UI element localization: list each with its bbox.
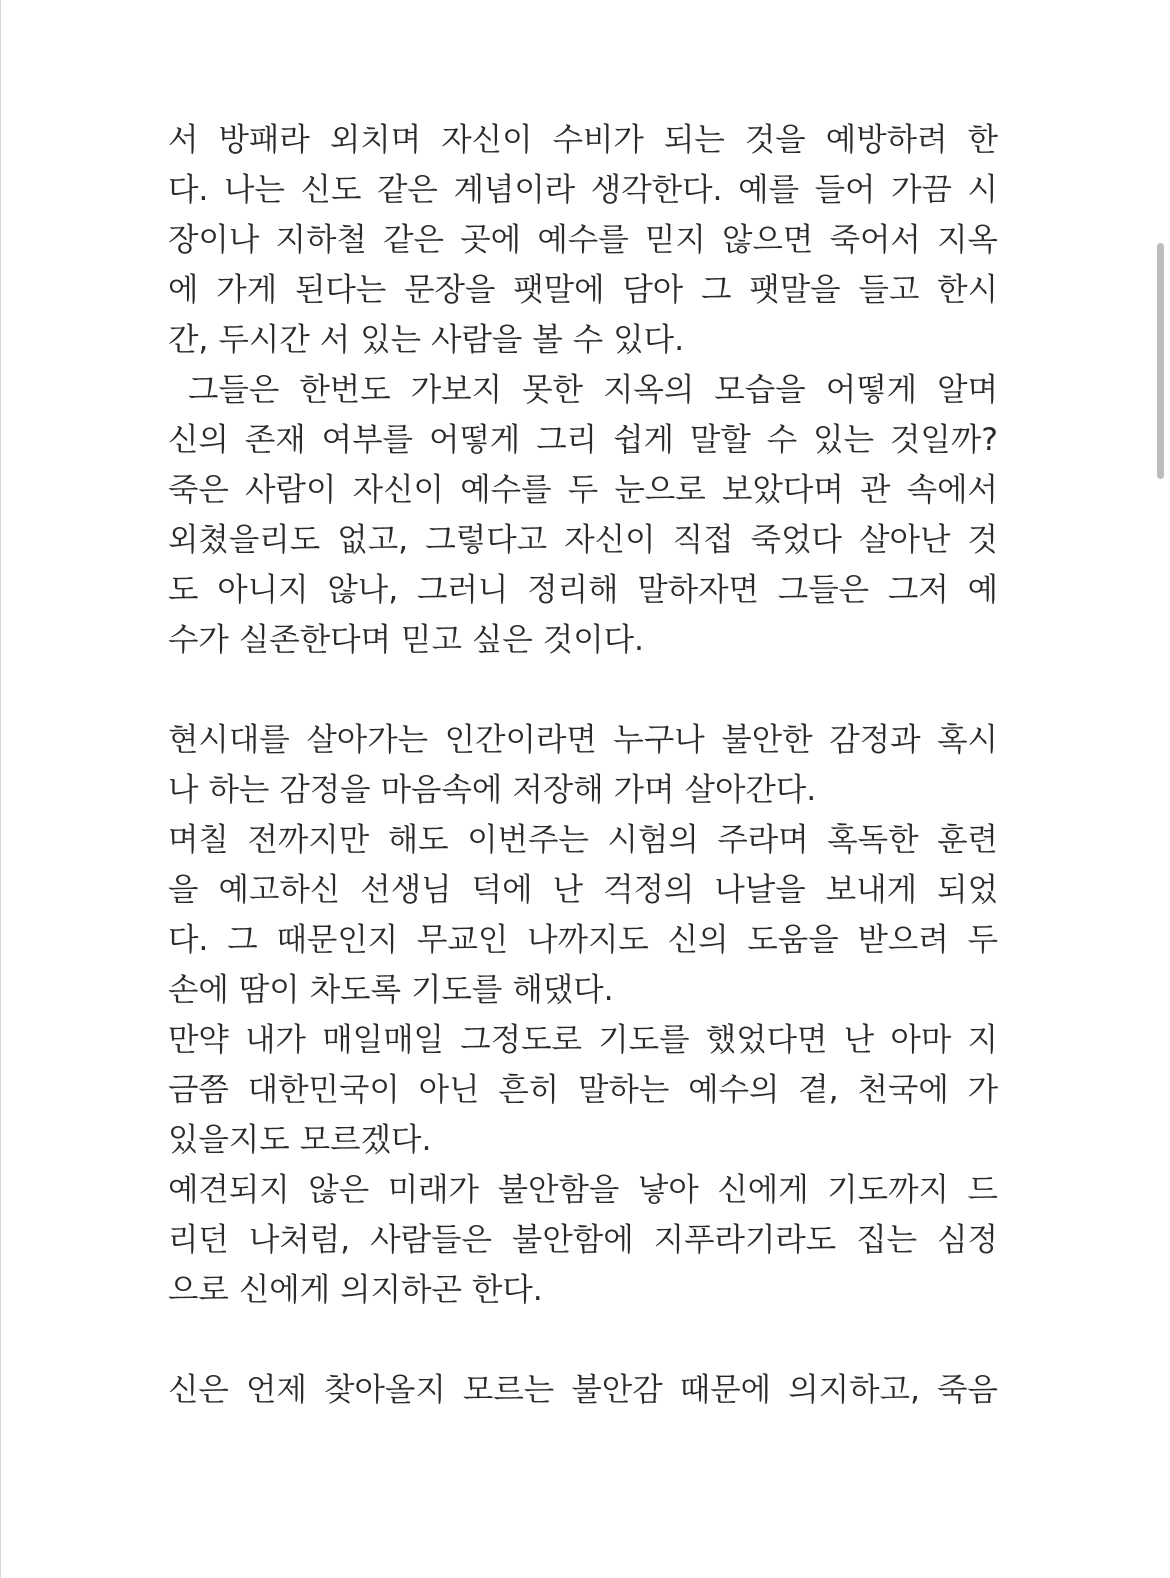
text-line: 에 가게 된다는 문장을 팻말에 담아 그 팻말을 들고 한시 [168, 272, 998, 308]
text-line: 다. 나는 신도 같은 계념이라 생각한다. 예를 들어 가끔 시 [168, 172, 998, 208]
text-line: 손에 땀이 차도록 기도를 해댔다. [168, 972, 614, 1008]
text-line: 수가 실존한다며 믿고 싶은 것이다. [168, 622, 645, 658]
text-line: 만약 내가 매일매일 그정도로 기도를 했었다면 난 아마 지 [168, 1022, 998, 1058]
text-line: 나 하는 감정을 마음속에 저장해 가며 살아간다. [168, 772, 817, 808]
text-line: 있을지도 모르겠다. [168, 1122, 432, 1158]
text-line: 간, 두시간 서 있는 사람을 볼 수 있다. [168, 322, 685, 358]
text-line: 금쯤 대한민국이 아닌 흔히 말하는 예수의 곁, 천국에 가 [168, 1072, 998, 1108]
text-line: 을 예고하신 선생님 덕에 난 걱정의 나날을 보내게 되었 [168, 872, 998, 908]
text-line: 다. 그 때문인지 무교인 나까지도 신의 도움을 받으려 두 [168, 922, 998, 958]
text-line: 장이나 지하철 같은 곳에 예수를 믿지 않으면 죽어서 지옥 [168, 222, 998, 258]
text-line: 신의 존재 여부를 어떻게 그리 쉽게 말할 수 있는 것일까? [168, 422, 998, 458]
text-line: 외쳤을리도 없고, 그렇다고 자신이 직접 죽었다 살아난 것 [168, 522, 998, 558]
text-line: 도 아니지 않나, 그러니 정리해 말하자면 그들은 그저 예 [168, 572, 998, 608]
text-line: 현시대를 살아가는 인간이라면 누구나 불안한 감정과 혹시 [168, 722, 998, 758]
vertical-scrollbar-thumb[interactable] [1157, 243, 1164, 479]
document-page [1, 0, 1170, 1578]
text-line: 그들은 한번도 가보지 못한 지옥의 모습을 어떻게 알며 [188, 372, 998, 408]
text-line: 신은 언제 찾아올지 모르는 불안감 때문에 의지하고, 죽음 [168, 1372, 998, 1408]
text-line: 리던 나처럼, 사람들은 불안함에 지푸라기라도 집는 심정 [168, 1222, 998, 1258]
text-line: 며칠 전까지만 해도 이번주는 시험의 주라며 혹독한 훈련 [168, 822, 998, 858]
text-line: 으로 신에게 의지하곤 한다. [168, 1272, 543, 1308]
text-line: 예견되지 않은 미래가 불안함을 낳아 신에게 기도까지 드 [168, 1172, 998, 1208]
text-line: 죽은 사람이 자신이 예수를 두 눈으로 보았다며 관 속에서 [168, 472, 998, 508]
text-line: 서 방패라 외치며 자신이 수비가 되는 것을 예방하려 한 [168, 122, 998, 158]
